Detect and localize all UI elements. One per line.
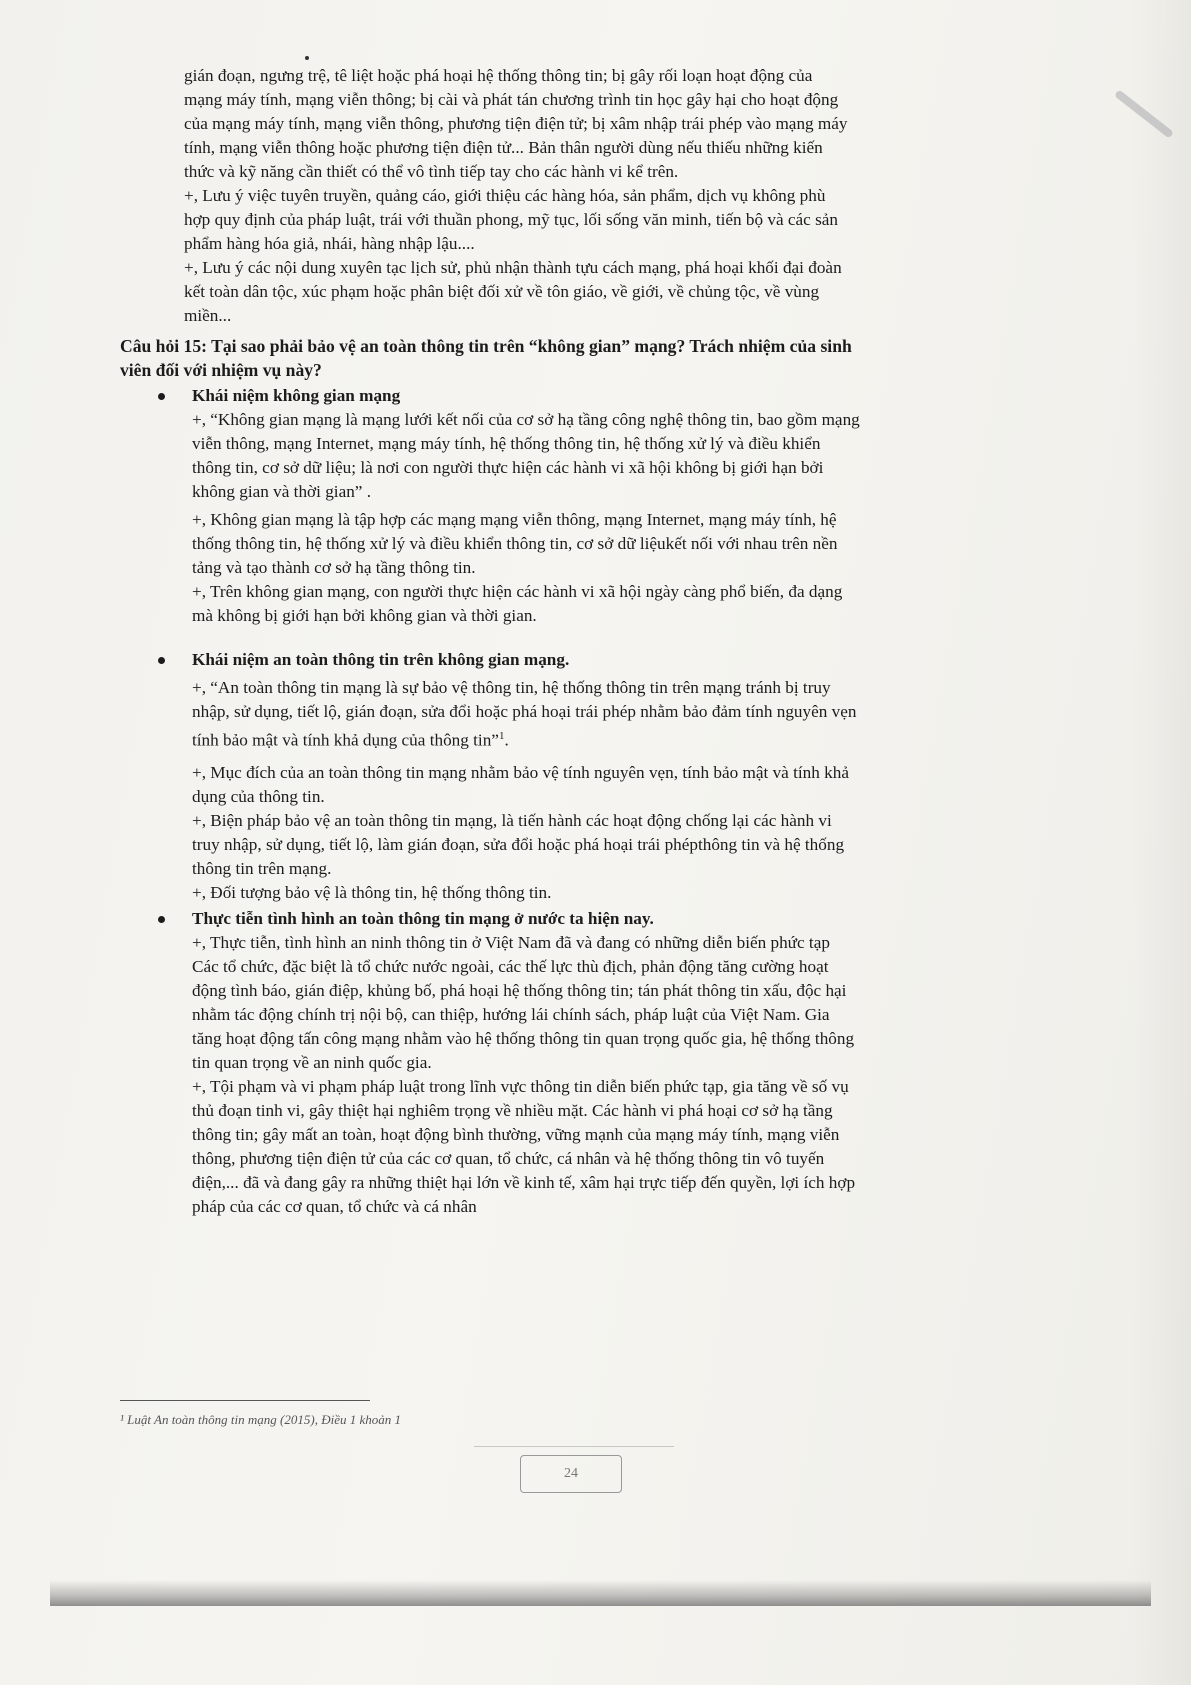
page-number: 24 [520,1455,622,1493]
text-line: động tình báo, gián điệp, khủng bố, phá hoại hệ thống thông tin; tán phát thông tin xấu, độc hại [192,980,847,1000]
paragraph [120,931,1080,1075]
text-segment: tính bảo mật và tính khả dụng của thông tin” [192,730,499,750]
text-line: tính, mạng viễn thông hoặc phương tiện điện tử... Bản thân người dùng nếu thiếu những kiến [184,138,823,157]
text-line: điện,... đã và đang gây ra những thiệt hại lớn về kinh tế, xâm hại trực tiếp đến quyền, lợi ích hợp [192,1172,856,1192]
text-line: phẩm hàng hóa giả, nhái, hàng nhập lậu.... [184,234,475,253]
text-line: không gian và thời gian” . [192,482,372,501]
paragraph-intro [120,64,1080,184]
bullet-title: Khái niệm không gian mạng [192,386,401,405]
question-line: Câu hỏi 15: Tại sao phải bảo vệ an toàn thông tin trên “không gian” mạng? Trách nhiệm của sinh [120,336,852,356]
text-line: thông tin, cơ sở dữ liệu; là nơi con người thực hiện các hành vi xã hội không bị giới hạn bởi [192,458,824,477]
page-edge-shadow [1131,0,1191,1685]
text-line: nhằm tác động chính trị nội bộ, can thiệp, hướng lái chính sách, pháp luật của Việt Nam. Gia [192,1004,830,1024]
paragraph [120,1075,1080,1219]
text-line: viễn thông, mạng Internet, mạng máy tính, hệ thống thông tin, hệ thống xử lý và điều khiển [192,434,821,453]
text-line: hợp quy định của pháp luật, trái với thuần phong, mỹ tục, lối sống văn minh, tiến bộ và các sản [184,210,838,229]
bullet-title: Thực tiễn tình hình an toàn thông tin mạng ở nước ta hiện nay. [192,908,654,928]
text-line: của mạng máy tính, mạng viễn thông, phương tiện điện tử; bị xâm nhập trái phép vào mạng máy [184,114,848,133]
text-line: tin quan trọng về an ninh quốc gia. [192,1052,432,1072]
text-line: Các tổ chức, đặc biệt là tổ chức nước ngoài, các thế lực thù địch, phản động tăng cường hoạt [192,956,829,976]
text-line: +, Biện pháp bảo vệ an toàn thông tin mạng, là tiến hành các hoạt động chống lại các hành vi [192,810,832,830]
paragraph [120,761,1080,809]
text-line: thống thông tin, hệ thống xử lý và điều khiển thông tin, cơ sở dữ liệukết nối với nhau trên nền [192,534,838,553]
text-line: mạng máy tính, mạng viễn thông; bị cài và phát tán chương trình tin học gây hại cho hoạt động [184,90,839,109]
paragraph [120,809,1080,881]
paragraph [120,881,1080,905]
footnote: ¹ Luật An toàn thông tin mạng (2015), Điều 1 khoản 1 [120,1412,401,1427]
question-heading [120,334,1080,382]
bullet-heading [120,648,1080,672]
body-text [120,64,1080,1219]
text-line: gián đoạn, ngưng trệ, tê liệt hoặc phá hoại hệ thống thông tin; bị gây rối loạn hoạt động của [184,66,813,85]
paragraph [120,408,1080,504]
text-line: thông, phương tiện điện tử của các cơ quan, tổ chức, cá nhân và hệ thống thông tin vô tuyến [192,1148,825,1168]
text-line: +, Lưu ý các nội dung xuyên tạc lịch sử, phủ nhận thành tựu cách mạng, phá hoại khối đại đoàn [184,258,842,277]
bullet-icon [158,393,165,400]
text-line: dụng của thông tin. [192,786,325,806]
page-bottom-shadow [50,1580,1151,1606]
text-line: +, Đối tượng bảo vệ là thông tin, hệ thống thông tin. [192,882,552,902]
text-line: +, Trên không gian mạng, con người thực hiện các hành vi xã hội ngày càng phổ biến, đa dạng [192,582,843,601]
text-line: +, Mục đích của an toàn thông tin mạng nhằm bảo vệ tính nguyên vẹn, tính bảo mật và tính khả [192,762,849,782]
text-line: +, Không gian mạng là tập hợp các mạng mạng viễn thông, mạng Internet, mạng máy tính, hệ [192,510,837,529]
text-line: +, Tội phạm và vi phạm pháp luật trong lĩnh vực thông tin diễn biến phức tạp, gia tăng về số vụ [192,1076,849,1096]
text-line: tảng và tạo thành cơ sở hạ tầng thông tin. [192,558,476,577]
bullet-icon [158,916,165,923]
bullet-icon [158,657,165,664]
text-line: mà không bị giới hạn bởi không gian và thời gian. [192,606,537,625]
paragraph [120,580,1080,628]
paragraph-advertising [120,184,1080,256]
text-line: +, “An toàn thông tin mạng là sự bảo vệ thông tin, hệ thống thông tin trên mạng tránh bị truy [192,678,831,697]
ink-dot [305,56,309,60]
text-line: pháp của các cơ quan, tổ chức và cá nhân [192,1196,477,1216]
text-line: kết toàn dân tộc, xúc phạm hoặc phân biệt đối xử về tôn giáo, về giới, về chủng tộc, về vùng [184,282,820,301]
bullet-heading [120,384,1080,408]
text-line: miền... [184,306,232,325]
text-line: tính bảo mật và tính khả dụng của thông tin”$^1$. [192,730,509,750]
text-line: thủ đoạn tinh vi, gây thiệt hại nghiêm trọng về nhiều mặt. Các hành vi phá hoại cơ sở hạ tầng [192,1100,833,1120]
footnote-divider [120,1400,370,1401]
bullet-heading [120,907,1080,931]
paragraph [120,508,1080,580]
paragraph-history [120,256,1080,328]
text-line: thông tin trên mạng. [192,858,332,878]
question-line: viên đối với nhiệm vụ này? [120,360,322,380]
text-line: nhập, sử dụng, tiết lộ, gián đoạn, sửa đổi hoặc phá hoại trái phép nhằm bảo đảm tính nguyên vẹn [192,702,857,721]
footnote-ref: 1 [498,730,505,742]
bullet-title: Khái niệm an toàn thông tin trên không gian mạng. [192,650,570,669]
text-line: truy nhập, sử dụng, tiết lộ, làm gián đoạn, sửa đổi hoặc phá hoại trái phépthông tin và hệ thống [192,834,845,854]
text-line: +, Thực tiễn, tình hình an ninh thông tin ở Việt Nam đã và đang có những diễn biến phức tạp [192,932,830,952]
paragraph [120,676,1080,753]
text-line: +, “Không gian mạng là mạng lưới kết nối của cơ sở hạ tầng công nghệ thông tin, bao gồm mạng [192,410,860,429]
text-line: thông tin; gây mất an toàn, hoạt động bình thường, vững mạnh của mạng máy tính, mạng viễn [192,1124,840,1144]
text-line: +, Lưu ý việc tuyên truyền, quảng cáo, giới thiệu các hàng hóa, sản phẩm, dịch vụ không phù [184,186,826,205]
text-line: tăng hoạt động tấn công mạng nhằm vào hệ thống thông tin quan trọng quốc gia, hệ thống thông [192,1028,855,1048]
text-line: thức và kỹ năng cần thiết có thể vô tình tiếp tay cho các hành vi kể trên. [184,162,679,181]
